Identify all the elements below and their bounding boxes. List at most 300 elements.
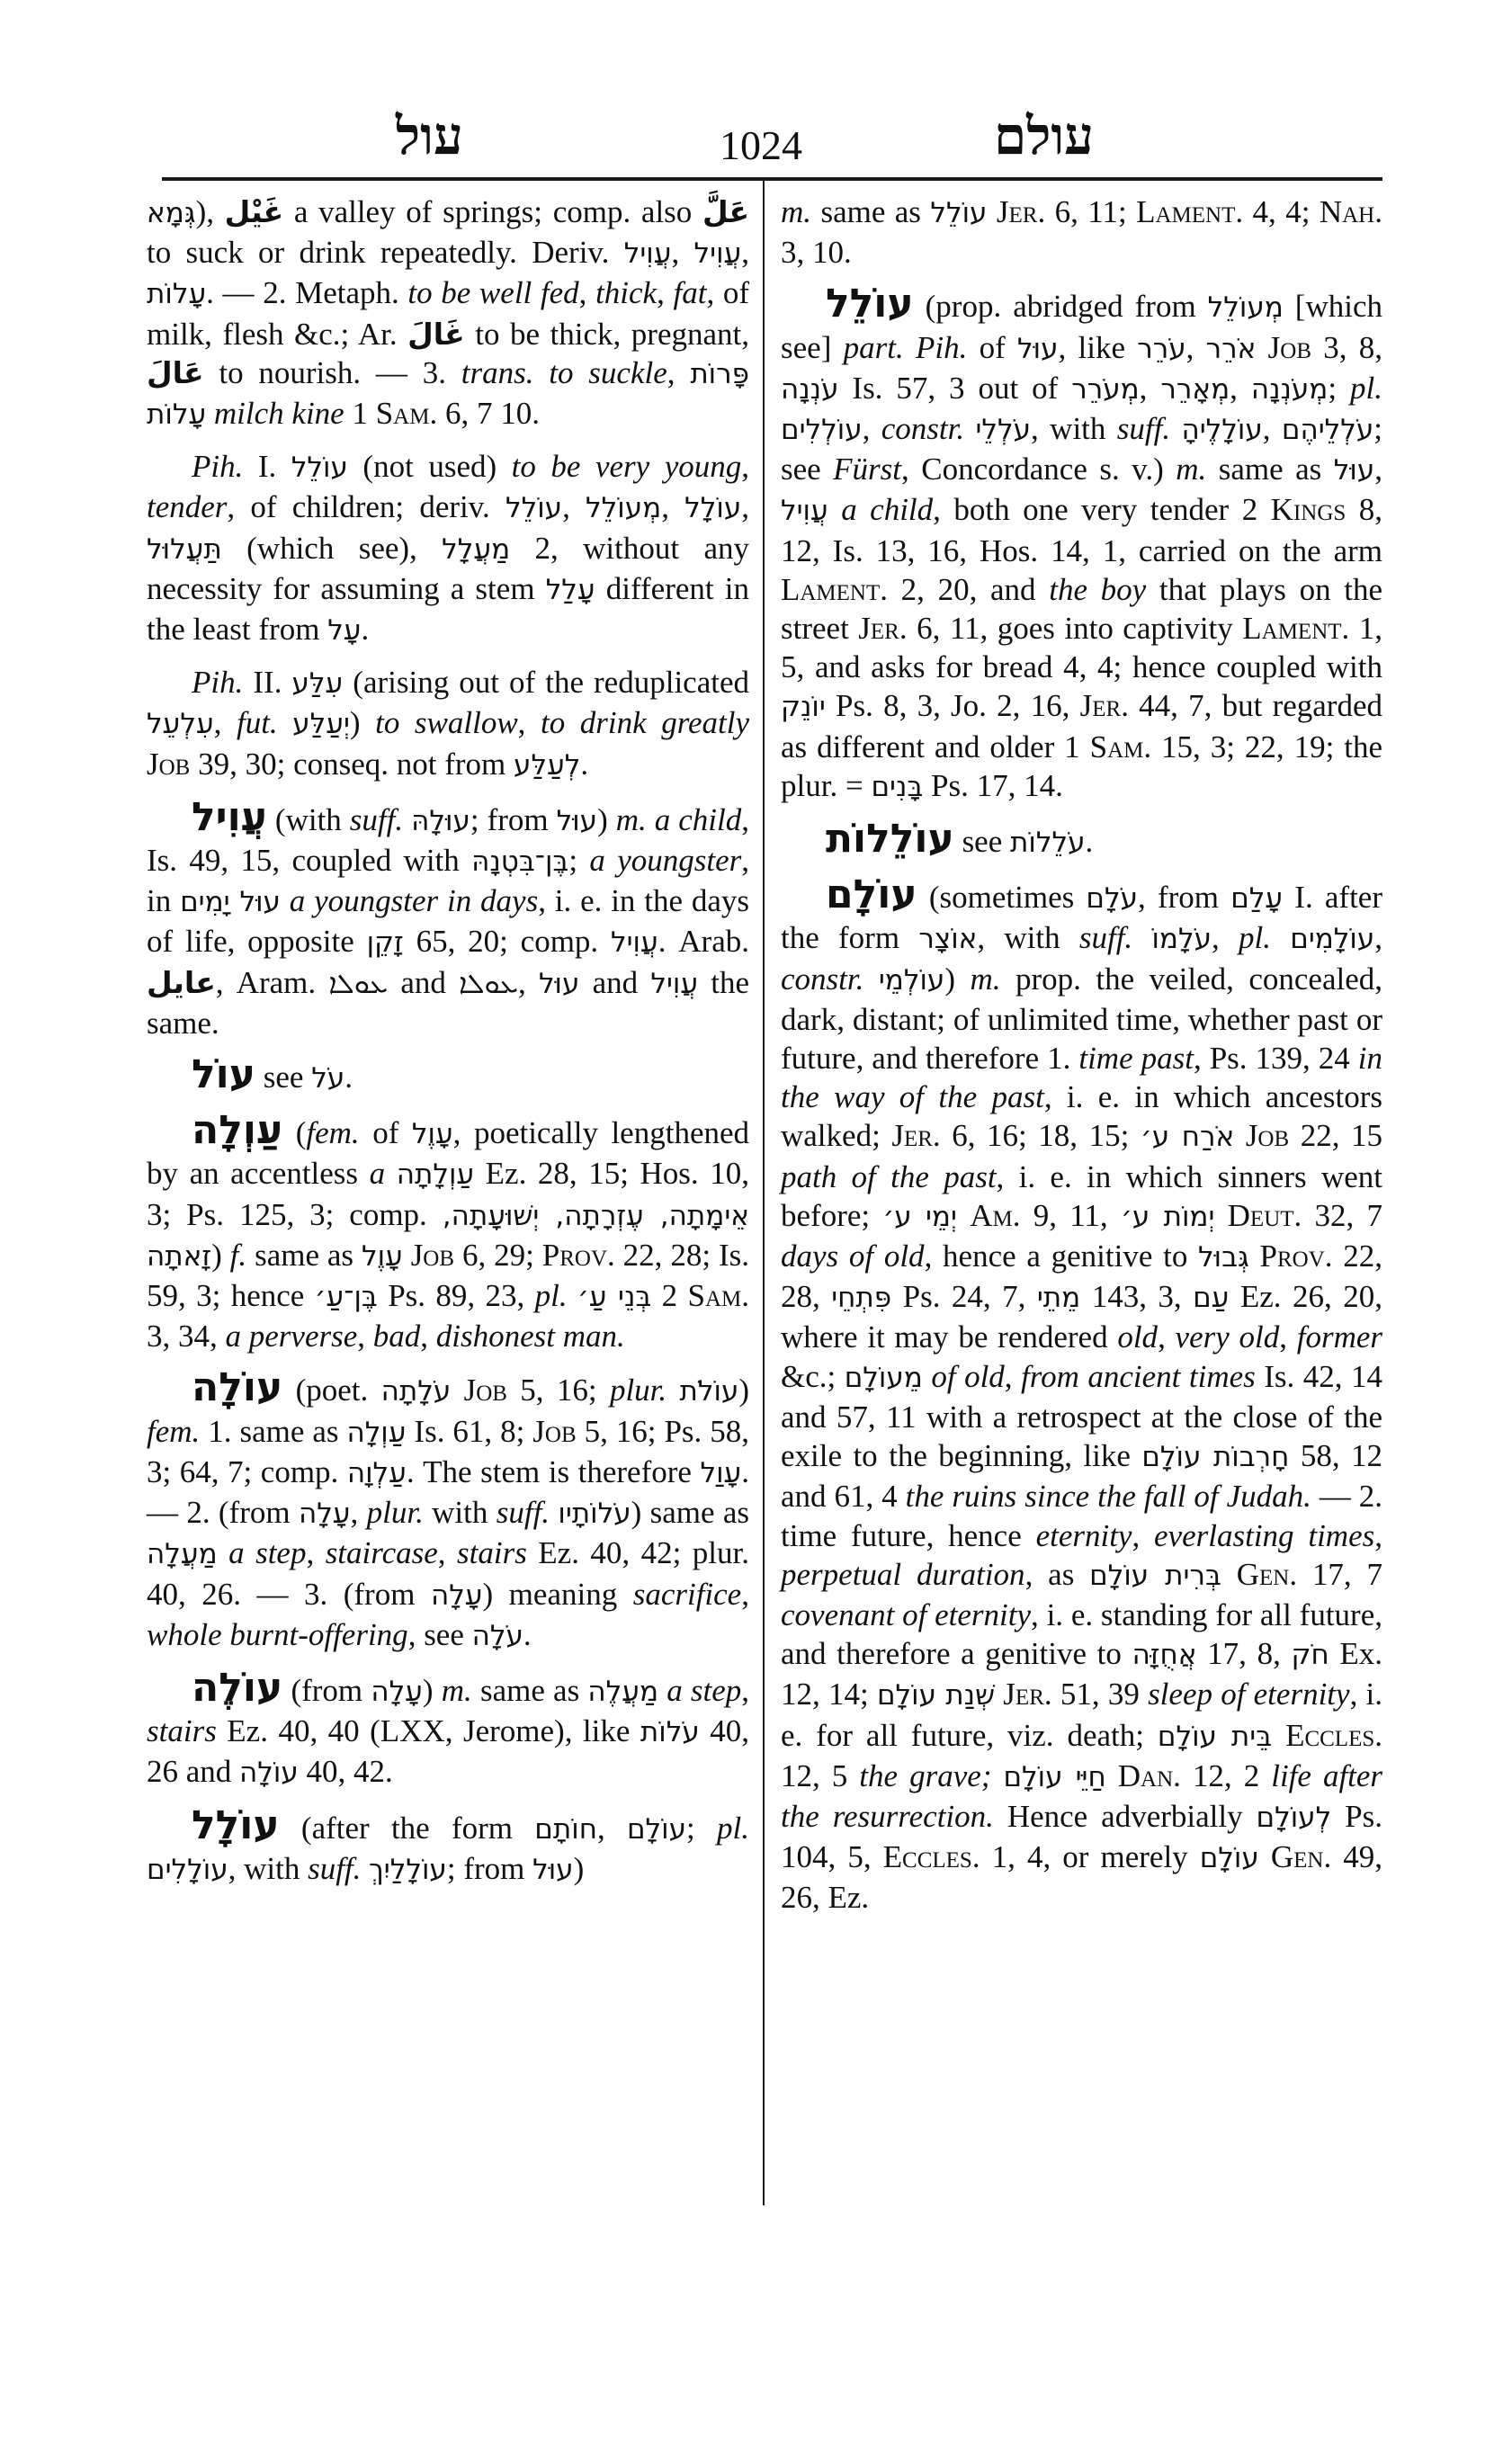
italic-run: time past [1078, 1041, 1194, 1077]
hebrew-word: אוֹצָר [918, 923, 978, 956]
hebrew-word: עָלַם [1230, 882, 1284, 916]
hebrew-word: מַעֲלֶה [587, 1675, 659, 1708]
italic-run: m. [1176, 452, 1207, 487]
small-caps-run: Eccles [882, 1839, 972, 1875]
text-run: of [359, 1115, 412, 1151]
dictionary-entry [147, 192, 749, 434]
text-run: Ps. 104, 5, [781, 1798, 1382, 1875]
text-run: ) [422, 1672, 442, 1708]
hebrew-word: אֹרַח ע׳ [1140, 1121, 1235, 1154]
text-run [957, 1198, 970, 1233]
text-run: to be thick, pregnant, [464, 316, 749, 352]
text-run [1272, 1718, 1285, 1753]
text-run: , like [1058, 329, 1138, 365]
text-run: . 1, 4, or merely [971, 1839, 1200, 1875]
text-run: ; [686, 1810, 718, 1846]
hebrew-word: זָקֵן [366, 926, 404, 960]
text-run: ; [568, 843, 590, 879]
text-run: . [580, 746, 589, 782]
italic-run: eternity [1035, 1517, 1132, 1553]
italic-run: a perverse [225, 1319, 358, 1355]
text-run: , [1158, 1319, 1176, 1355]
text-run: , [741, 235, 749, 271]
text-run: , with [977, 920, 1079, 956]
text-run: Is. 61, 8; [406, 1413, 533, 1449]
text-run: , [578, 275, 596, 311]
text-run: and [388, 964, 460, 1000]
text-run: ) [573, 1850, 585, 1886]
text-run: . 3, 34, [147, 1278, 750, 1355]
text-run: , see [407, 1616, 472, 1652]
hebrew-word: אֲחֻזָּה [1132, 1639, 1197, 1672]
text-run [1221, 1557, 1237, 1592]
text-run: , both one very tender 2 [933, 492, 1271, 528]
text-run: . — 2. (from [147, 1453, 750, 1531]
small-caps-run: Prov [1259, 1238, 1325, 1274]
dictionary-entry [147, 1364, 750, 1655]
hebrew-word: יוֹנֵק [781, 691, 826, 724]
italic-run: dishonest man. [435, 1319, 625, 1355]
text-run: , [667, 354, 691, 390]
hebrew-word: עֹלוֹת [640, 1716, 700, 1749]
text-run: . 32, 7 [1293, 1197, 1383, 1233]
text-run: , with [1031, 411, 1117, 447]
left-column [147, 192, 749, 1902]
text-run: different in the least from [147, 570, 750, 648]
hebrew-word: בֶּן־בִּטְנָהּ [471, 845, 569, 879]
text-run: , [657, 275, 674, 311]
text-run: (which see), [221, 530, 443, 566]
hebrew-word: עֹלָתָה [380, 1375, 452, 1408]
text-run: (prop. abridged from [913, 289, 1208, 325]
hebrew-word: מְאָרֵר [1160, 372, 1230, 406]
hebrew-word: עֹנְנָה [781, 372, 839, 406]
hebrew-word: עֹרֵר [1137, 332, 1186, 365]
hebrew-word: עֲוִיל [611, 926, 658, 960]
text-run: see [255, 1060, 312, 1095]
small-caps-run: Jer [858, 611, 899, 647]
text-run [1249, 1238, 1260, 1274]
hebrew-word: עוּל [1017, 332, 1059, 365]
text-run: ) [944, 961, 971, 997]
text-run: , [1139, 370, 1161, 406]
hebrew-word: בְּרִית עוֹלָם [1089, 1559, 1221, 1592]
hebrew-word: עָלַל [545, 573, 595, 606]
hebrew-word: שְׁנַת עוֹלָם [876, 1679, 996, 1712]
text-run: , Concordance s. v.) [901, 452, 1176, 487]
text-run [451, 1373, 463, 1408]
text-run: Ez. 26, 20, where it may be rendered [781, 1279, 1382, 1355]
text-run: ) meaning [482, 1576, 633, 1612]
text-run: of [967, 329, 1017, 365]
text-run: , in [147, 843, 750, 919]
text-run [1132, 920, 1151, 955]
hebrew-word: עַלְוָה [346, 1456, 407, 1489]
text-run: , [437, 1535, 457, 1571]
hebrew-word: פָּרוֹת עָלוֹת [147, 357, 749, 432]
text-run: 5, 16; [506, 1373, 610, 1408]
italic-run: constr. [881, 411, 965, 447]
italic-run: bad [372, 1319, 421, 1355]
text-run [1170, 411, 1181, 446]
small-caps-run: Job [147, 746, 191, 782]
hebrew-word: עָלוֹת [147, 278, 207, 311]
arabic-word: عايل [147, 964, 216, 1000]
italic-run: pl. [534, 1278, 568, 1314]
text-run: . 3, 10. [781, 194, 1382, 271]
text-run: , [420, 1319, 436, 1355]
text-run: , of children; deriv. [227, 489, 505, 525]
italic-run: days of old [781, 1238, 925, 1274]
dictionary-entry [147, 447, 749, 650]
hebrew-word: מֵעוֹלָם [844, 1361, 923, 1394]
italic-run: pl. [717, 1810, 750, 1846]
text-run: Is. 42, 14 and 57, 11 with a retrospect at the close of the exile to the beginning, like [781, 1358, 1383, 1474]
italic-run: in the way of the past [781, 1041, 1382, 1115]
italic-run: staircase [325, 1535, 438, 1571]
guide-word-right: עולם [994, 107, 1094, 165]
small-caps-run: Job [463, 1373, 507, 1408]
text-run: , [1185, 329, 1206, 365]
text-run: ; from [470, 801, 557, 837]
italic-run: to be very young [511, 449, 742, 485]
italic-run: life after the resurrection. [781, 1757, 1383, 1834]
hebrew-word: עוֹלְלִים [781, 414, 863, 447]
hebrew-word: עוֹלָל [684, 492, 742, 525]
text-run: , [862, 411, 881, 447]
text-run: . 17, 7 [1289, 1556, 1383, 1592]
italic-run: to be well fed [407, 275, 579, 311]
italic-run: a child [841, 492, 934, 528]
text-run: I. after the form [781, 880, 1382, 956]
text-run: . 51, 39 [1043, 1677, 1149, 1712]
italic-run: suff. [349, 801, 404, 837]
dictionary-entry [147, 1802, 750, 1890]
text-run: same as [1206, 452, 1334, 487]
text-run: , [518, 964, 539, 1000]
text-run: , Is. 49, 15, coupled with [147, 801, 749, 879]
small-caps-run: Dan [1117, 1757, 1174, 1793]
italic-run: former [1296, 1319, 1382, 1355]
italic-run: old [1117, 1319, 1159, 1355]
hebrew-word: מְעֹרֵר [1071, 372, 1140, 406]
text-run [964, 411, 975, 446]
headword: עֲוִיל [192, 793, 267, 840]
text-run: , [306, 1535, 326, 1571]
hebrew-word: מְעוֹלֵל [586, 492, 662, 525]
italic-run: suff. [496, 1495, 550, 1531]
text-run: , [1230, 370, 1251, 406]
text-run: 5, 16; Ps. 58, 3; 64, 7; comp. [147, 1413, 750, 1489]
hebrew-word: עֲוִיל [650, 967, 699, 1000]
text-run: . 4, 4; [1235, 194, 1320, 229]
italic-run: suff. [308, 1850, 362, 1886]
text-run [281, 883, 290, 918]
hebrew-word: עוֹלָלַיִךְ [369, 1853, 447, 1886]
text-run: 1. same as [200, 1413, 347, 1449]
small-caps-run: Lament [781, 571, 881, 607]
arabic-word: عَالَ [147, 354, 204, 390]
text-run: (sometimes [917, 880, 1087, 916]
italic-run: everlasting times [1154, 1517, 1375, 1553]
small-caps-run: Jer [1079, 688, 1122, 724]
hebrew-word: עֲוִיל [781, 495, 828, 528]
hebrew-word: תַּעֲלוּל [147, 532, 222, 566]
text-run: Ps. 89, 23, [377, 1278, 535, 1314]
hebrew-word: עוּל יָמִים [180, 886, 281, 919]
text-run: . 44, 7, but regarded as different and older 1 [781, 688, 1382, 765]
hebrew-word: עוֹלָלֶיהָ [1181, 414, 1263, 447]
hebrew-word: עֹלְלֵיהֶם [1281, 414, 1374, 447]
small-caps-run: Jer [1003, 1677, 1044, 1712]
headword: עוֹלָל [192, 1802, 280, 1848]
small-caps-run: Sam [375, 396, 430, 432]
text-run: . [523, 1616, 532, 1652]
hebrew-word: עוֹלָם [626, 1812, 687, 1846]
hebrew-word: עוֹלָמִים [1290, 923, 1375, 956]
italic-run: suff. [1116, 411, 1171, 447]
text-run: . Arab. [658, 924, 749, 960]
hebrew-word: עֹלָמוֹ [1151, 923, 1212, 956]
hebrew-word: בְּנֵי עַ׳ [577, 1281, 652, 1314]
italic-run: stairs [147, 1713, 217, 1749]
small-caps-run: Job [1267, 329, 1311, 365]
text-run: see [953, 824, 1011, 860]
text-run: to suck or drink repeatedly. Deriv. [147, 235, 624, 271]
italic-run: Pih. [192, 665, 244, 701]
text-run: 65, 20; comp. [403, 924, 611, 960]
text-run: . — 2. Metaph. [206, 275, 408, 311]
text-run: Hence adverbially [993, 1798, 1257, 1834]
dictionary-entry [781, 816, 1382, 863]
text-run [1106, 1758, 1118, 1793]
text-run: ) same as [631, 1495, 749, 1531]
hebrew-word: עוּל [532, 1853, 574, 1886]
italic-run: Pih. [192, 449, 244, 485]
text-run: same as [246, 1237, 362, 1273]
hebrew-word: עוֹלֵל [505, 492, 563, 525]
hebrew-word: עִלַּע [291, 667, 344, 701]
text-run: 40, 42. [298, 1754, 393, 1790]
italic-run: part. Pih. [843, 329, 968, 365]
text-run: . [1085, 824, 1094, 860]
column-divider [763, 180, 765, 2205]
small-caps-run: Sam [1089, 729, 1144, 765]
hebrew-word: עָוֶל [361, 1239, 403, 1273]
hebrew-word: גְּבוּל [1198, 1241, 1249, 1274]
text-run: , [671, 235, 694, 271]
text-run [403, 802, 411, 837]
text-run [206, 396, 214, 431]
text-run: Ps. 8, 3, Jo. 2, 16, [825, 688, 1080, 724]
hebrew-word: עָלָה [430, 1578, 483, 1612]
text-run [667, 1373, 679, 1408]
hebrew-word: חוֹתָם [534, 1812, 597, 1846]
headword: עוֹלָה [192, 1364, 283, 1411]
hebrew-word: עוֹלָלִים [147, 1853, 228, 1886]
italic-run: the boy [1049, 571, 1147, 607]
text-run: , [1132, 1517, 1155, 1553]
text-run [991, 1758, 1003, 1793]
text-run: 40, 26 and [147, 1713, 749, 1790]
hebrew-word: עוּל [538, 967, 580, 1000]
text-run: , [596, 1810, 627, 1846]
text-run: . 6, 7 10. [429, 396, 540, 432]
text-run: Ez. 40, 40 (LXX, Jerome), like [216, 1713, 640, 1749]
hebrew-word: עָוֶל [411, 1118, 453, 1151]
small-caps-run: Job [410, 1237, 455, 1273]
text-run: ), [195, 194, 225, 229]
text-run: , [741, 489, 750, 525]
hebrew-word: עֹל [311, 1062, 345, 1095]
italic-run: fem. [147, 1413, 201, 1449]
arabic-word: غَيْل [224, 194, 284, 229]
italic-run: tender [147, 489, 228, 525]
text-run: Ez. 40, 42; plur. 40, 26. — 3. (from [147, 1535, 750, 1612]
text-run [361, 1851, 369, 1886]
hebrew-word: עוֹלֵל [291, 452, 348, 485]
dictionary-entry [147, 1107, 750, 1355]
text-run: , [661, 489, 685, 525]
small-caps-run: Kings [1270, 492, 1346, 528]
text-run: , [1211, 920, 1239, 956]
text-run: 3, 8, [1311, 329, 1383, 365]
hebrew-word: עוֹלָם [1199, 1842, 1259, 1875]
text-run: , as [1024, 1556, 1090, 1592]
text-run [1214, 1198, 1227, 1233]
text-run: Ex. 12, 14; [781, 1636, 1382, 1712]
hebrew-word: מְעוֹלֵל [1207, 291, 1284, 325]
dictionary-entry [147, 1664, 750, 1793]
text-run: , poetically lengthened by an accentless [147, 1115, 750, 1192]
text-run [658, 1673, 667, 1708]
italic-run: path of the past [781, 1158, 997, 1194]
hebrew-word: מֵתֵי [1036, 1282, 1081, 1315]
text-run: . 6, 16; 18, 15; [932, 1118, 1141, 1154]
small-caps-run: Gen [1236, 1556, 1290, 1592]
text-run: [which see] [781, 289, 1382, 365]
hebrew-word: בָּנִים [871, 770, 924, 803]
italic-run: m. a child [615, 801, 742, 837]
headword: עוֹלֶה [192, 1664, 283, 1711]
italic-run: constr. [781, 961, 864, 997]
text-run: 58, 12 and 61, 4 [781, 1438, 1383, 1515]
text-run [278, 705, 293, 740]
text-run: ) [349, 705, 376, 741]
text-run [403, 1238, 411, 1273]
small-caps-run: Jer [891, 1118, 933, 1154]
italic-run: of old [931, 1358, 1005, 1394]
dictionary-entry [147, 1051, 749, 1098]
text-run: ( [282, 1115, 307, 1151]
small-caps-run: Am [970, 1197, 1013, 1233]
syriac-word: ܥܘܠܐ [328, 967, 389, 1000]
hebrew-word: עֲוִיל [623, 237, 672, 271]
text-run: , [1374, 452, 1382, 487]
small-caps-run: Sam [687, 1278, 742, 1314]
text-run: , Ps. 139, 24 [1193, 1041, 1358, 1077]
text-run: , from [1138, 880, 1231, 916]
small-caps-run: Nah [1319, 194, 1375, 229]
italic-run: plur. [366, 1495, 424, 1531]
hebrew-word: לְעוֹלָם [1256, 1801, 1332, 1834]
hebrew-word: עֹלֵלוֹת [1010, 827, 1086, 860]
text-run: , with [228, 1850, 309, 1886]
text-run: , [1279, 1319, 1297, 1355]
italic-run: fut. [236, 705, 278, 741]
text-run: , [562, 489, 586, 525]
text-run: 1 [344, 396, 376, 432]
hebrew-word: עֹלָם [1086, 882, 1139, 916]
text-run: 143, 3, [1080, 1279, 1194, 1315]
text-run: , [1004, 1358, 1022, 1394]
text-run: a valley of springs; comp. also [283, 194, 702, 229]
text-run: to nourish. — 3. [203, 354, 461, 390]
dictionary-entry [781, 192, 1382, 272]
hebrew-word: עוּל [556, 804, 598, 837]
italic-run: fem. [306, 1115, 360, 1151]
hebrew-word: בֶּן־עַ׳ [314, 1281, 378, 1314]
header-rule [162, 177, 1382, 181]
text-run: (arising out of the reduplicated [343, 665, 749, 701]
hebrew-word: עֲוִיל [693, 237, 742, 271]
hebrew-word: לְעַלַּע [514, 748, 581, 782]
small-caps-run: Lament [1136, 194, 1236, 229]
text-run: , i. e. in which sinners went before; [781, 1158, 1382, 1233]
italic-run: a step [228, 1535, 307, 1571]
italic-run: plur. [609, 1373, 667, 1408]
hebrew-word: מַעֲלָל [442, 532, 511, 566]
italic-run: pl. [1239, 920, 1271, 956]
text-run: prop. the veiled, concealed, dark, distant; of unlimited time, whether past or future, and therefore 1. [781, 961, 1382, 1077]
hebrew-word: יְמֵי ע׳ [882, 1200, 957, 1233]
syriac-word: ܥܘܠܐ [459, 967, 518, 1000]
text-run: (not used) [347, 449, 512, 485]
text-run: II. [243, 665, 292, 701]
text-run: . 22, 28, [781, 1238, 1383, 1315]
hebrew-word: חֹק [1291, 1639, 1329, 1672]
text-run: (with [266, 801, 350, 837]
hebrew-word: חַיֵּי עוֹלָם [1003, 1760, 1106, 1793]
italic-run: from ancient times [1021, 1358, 1256, 1394]
italic-run: f. [229, 1237, 247, 1273]
page-number: 1024 [720, 122, 802, 168]
italic-run: pl. [1350, 370, 1383, 406]
italic-run: a youngster [589, 843, 742, 879]
arabic-word: عَلَّ [702, 194, 749, 229]
text-run: . 49, 26, Ez. [781, 1839, 1383, 1916]
text-run [218, 1535, 228, 1570]
italic-run: sacrifice [632, 1576, 742, 1612]
dictionary-entry [147, 663, 749, 785]
text-run: , [357, 1319, 373, 1355]
hebrew-word: יְמוֹת ע׳ [1120, 1200, 1215, 1233]
italic-run: whole burnt-offering [147, 1616, 408, 1652]
small-caps-run: Gen [1270, 1839, 1324, 1875]
italic-run: thick [595, 275, 658, 311]
text-run: 8, 12, Is. 13, 16, Hos. 14, 1, carried on the arm [781, 492, 1383, 568]
text-run: , i. e. for all future, viz. death; [781, 1677, 1383, 1753]
hebrew-word: גְּמָא [147, 197, 196, 229]
italic-run: to swallow [375, 705, 518, 741]
text-run [923, 1359, 932, 1394]
text-run: , i. e. in which ancestors walked; [781, 1079, 1383, 1154]
small-caps-run: Eccles [1285, 1717, 1375, 1753]
hebrew-word: עַוְלָה [346, 1416, 407, 1449]
text-run: same as [471, 1672, 588, 1708]
text-run [1234, 1118, 1246, 1153]
hebrew-word: עָל [327, 614, 362, 648]
